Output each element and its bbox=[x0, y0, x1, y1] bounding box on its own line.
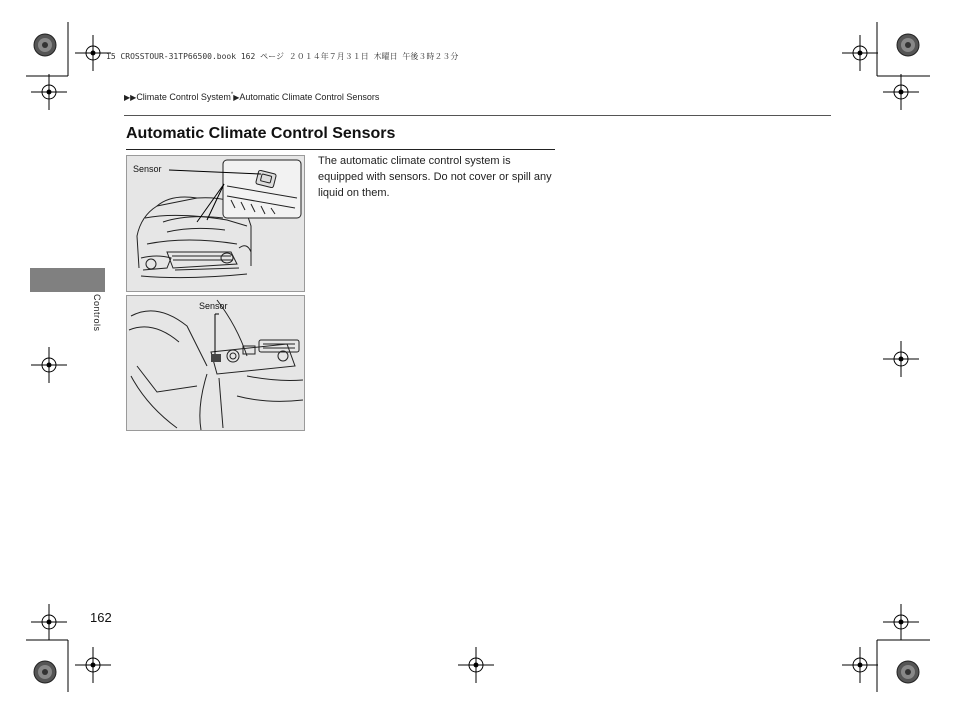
breadcrumb-parent[interactable]: Climate Control System bbox=[136, 92, 231, 102]
breadcrumb-separator: ▶ bbox=[233, 93, 240, 102]
figure-exterior-sensor bbox=[126, 155, 305, 292]
chapter-tab bbox=[30, 268, 105, 292]
figure-bottom-label: Sensor bbox=[199, 301, 228, 311]
breadcrumb-parent-mark: * bbox=[230, 92, 234, 98]
print-header: 15 CROSSTOUR-31TP66500.book 162 ページ ２０１４年７月３１日 木曜日 午後３時２３分 bbox=[106, 52, 459, 61]
title-divider bbox=[126, 149, 555, 150]
car-exterior-illustration bbox=[127, 156, 305, 292]
figure-dashboard-sensor bbox=[126, 295, 305, 431]
figure-top-label: Sensor bbox=[133, 164, 162, 174]
section-body: The automatic climate control system is equipped with sensors. Do not cover or spill any liquid on them. bbox=[318, 155, 552, 199]
dashboard-illustration bbox=[127, 296, 305, 431]
section-title: Automatic Climate Control Sensors bbox=[126, 125, 396, 142]
breadcrumb-arrows: ▶▶ bbox=[124, 93, 137, 102]
chapter-label: Controls bbox=[92, 294, 102, 332]
header-divider bbox=[124, 115, 831, 116]
breadcrumb bbox=[124, 92, 379, 102]
page-number: 162 bbox=[90, 610, 112, 625]
breadcrumb-current: Automatic Climate Control Sensors bbox=[239, 92, 380, 102]
